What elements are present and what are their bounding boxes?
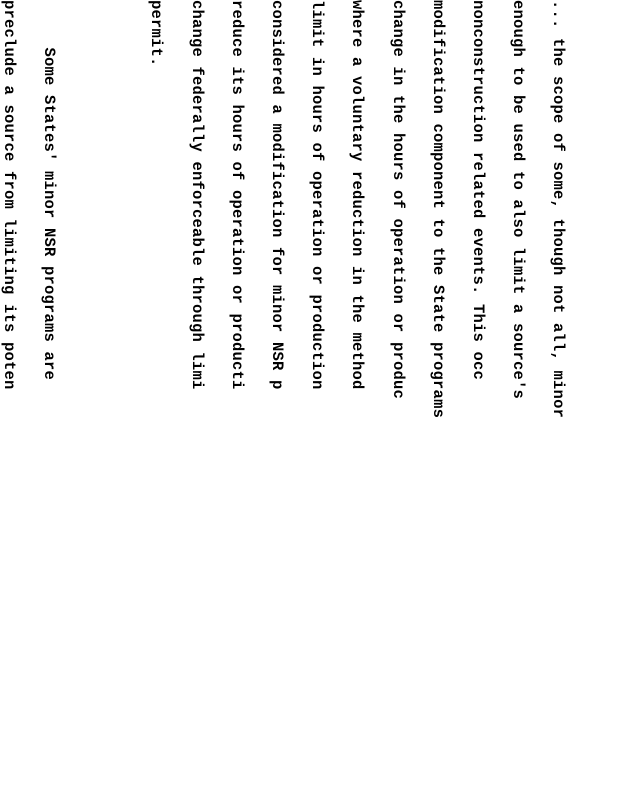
text-line: considered a modification for minor NSR p — [267, 0, 286, 390]
paragraph-2 — [0, 0, 82, 800]
paragraph-1 — [122, 0, 591, 800]
text-line: enough to be used to also limit a source's — [509, 0, 528, 400]
text-line: change in the hours of operation or produc — [388, 0, 407, 400]
text-line: modification component to the State programs — [428, 0, 447, 419]
text-line: preclude a source from limiting its poten — [0, 0, 18, 390]
text-line: permit. — [147, 0, 166, 67]
text-line: where a voluntary reduction in the method — [348, 0, 367, 390]
text-line: limit in hours of operation or production — [308, 0, 327, 390]
text-line: reduce its hours of operation or producti — [227, 0, 246, 390]
text-line: ... the scope of some, though not all, minor — [549, 0, 568, 419]
text-line: nonconstruction related events. This occ — [468, 0, 487, 381]
text-line: change federally enforceable through limi — [187, 0, 206, 390]
text-line: Some States' minor NSR programs are — [40, 0, 59, 381]
